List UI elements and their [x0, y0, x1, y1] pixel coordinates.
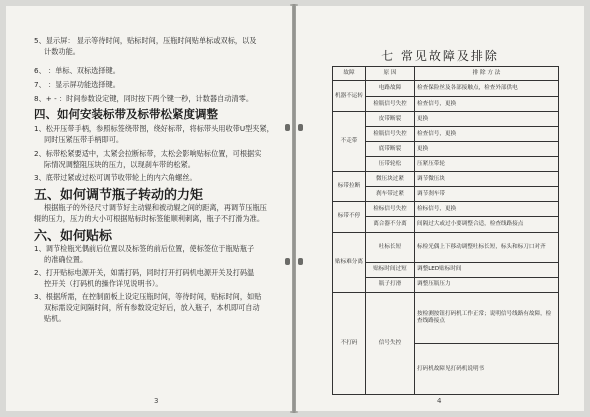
solution-cell: 检查保险丝及各部接触点，检查外部供电: [415, 80, 559, 96]
binding-hole: [285, 124, 290, 131]
solution-cell: 调节微压块: [415, 172, 559, 187]
fault-cell: 机器不运转: [333, 80, 366, 111]
solution-cell: 检查信号，更换: [415, 127, 559, 142]
text-line: 双标需设定间隔时间，所有参数设定好后，放入瓶子，本机即可自动: [44, 303, 260, 312]
solution-cell: 压紧压带轮: [415, 157, 559, 172]
cause-cell: 检瓶信号失控: [366, 127, 415, 142]
solution-cell: 检标信号，更换: [415, 202, 559, 217]
fault-cell: 贴标难分离: [333, 232, 366, 292]
right-page: [296, 6, 584, 411]
solution-cell: 间隔过大或过小要调整合适，检查线路接点: [415, 217, 559, 232]
page-number: 4: [437, 397, 442, 405]
fault-cell: 标带不停: [333, 202, 366, 232]
section-heading: 五、如何调节瓶子转动的力矩: [34, 188, 204, 203]
table-row: [333, 262, 559, 277]
cause-cell: 贴标时间过短: [366, 262, 415, 277]
section-heading: 四、如何安装标带及标带松紧度调整: [34, 107, 218, 121]
cause-cell: 瓶子打滑: [366, 277, 415, 292]
cause-cell: 离合器不分离: [366, 217, 415, 232]
solution-cell: 更换: [415, 112, 559, 127]
table-row: [333, 277, 559, 292]
table-row: [333, 292, 559, 344]
cause-cell: 刹车带过紧: [366, 187, 415, 202]
text-line: 1、调节检瓶光偶前后位置以及标签的前后位置，使标签位于瓶贴瓶子: [34, 244, 255, 253]
fault-cell: 标带拉断: [333, 172, 366, 202]
solution-cell: 打码机故障见打码机说明书: [415, 344, 559, 395]
table-row: [333, 157, 559, 172]
table-row: [333, 127, 559, 142]
binding-hole: [285, 258, 290, 265]
text-line: 3、底带过紧或过松可调节收带轮上的内六角螺丝。: [34, 173, 197, 182]
column-header: 原 因: [366, 67, 415, 81]
fault-cell: 不走带: [333, 112, 366, 172]
text-line: 际情况调整阻压块的压力，以现刹车带的松紧。: [44, 160, 195, 169]
cause-cell: 检标信号失控: [366, 202, 415, 217]
text-line: 辊的压力，压力的大小可根据贴标时标签能顺利刺离，瓶子不打滑为准。: [34, 214, 265, 223]
text-line: 2、打开贴标电源开关，如需打码，同时打开打码机电源开关及打码温: [34, 268, 255, 277]
left-page: [6, 6, 292, 411]
table-row: [333, 112, 559, 127]
table-row: [333, 187, 559, 202]
cause-cell: 皮带断裂: [366, 112, 415, 127]
fault-cell: 不打码: [333, 292, 366, 394]
cause-cell: 信号失控: [366, 292, 415, 394]
text-line: 的准确位置。: [44, 255, 88, 264]
troubleshooting-table: [332, 66, 559, 395]
table-row: [333, 217, 559, 232]
table-row: [333, 202, 559, 217]
text-line: 控开关（打码机的操作详见说明书）。: [44, 279, 163, 288]
text-line: 1、松开压带手柄，参照标签绕带图，绕好标带，将标带头用收带U型夹紧，: [34, 124, 274, 133]
text-line: 5、显示屏： 显示等待时间，贴标时间，压瓶时间贴单标或双标，以及: [34, 36, 257, 45]
solution-cell: 检查信号，更换: [415, 97, 559, 112]
text-line: 8、+ - ：时间参数设定键，同时按下两个键一秒，计数器自动清零。: [34, 94, 254, 103]
page-title: 七 常见故障及排除: [381, 49, 499, 63]
solution-cell: 调整LED贴标时间: [415, 262, 559, 277]
cause-cell: 电路故障: [366, 80, 415, 96]
page-number: 3: [154, 397, 159, 405]
table-row: [333, 232, 559, 262]
column-header: 排 除 方 法: [415, 67, 559, 81]
text-line: 6、 ：单标、双标选择键。: [34, 66, 120, 75]
text-line: 计数功能。: [44, 47, 80, 56]
section-heading: 六、如何贴标: [34, 229, 113, 244]
text-line: 贴机。: [44, 314, 66, 323]
table-header-row: [333, 67, 559, 81]
text-line: 同时压紧压带手柄即可。: [44, 135, 124, 144]
table-row: [333, 172, 559, 187]
solution-cell: 调整压瓶压力: [415, 277, 559, 292]
solution-cell: 按检测按钮打码机工作正常；说明信号线路有故障，检查线路接点: [415, 292, 559, 344]
binding-hole: [298, 124, 303, 131]
table-row: [333, 142, 559, 157]
text-line: 2、标带松紧要适中，太紧会拉断标带，太松会影响贴标位置，可根据实: [34, 149, 262, 158]
solution-cell: 标检光偶上下移动调整吐标长短，标头和标刀口对齐: [415, 232, 559, 262]
cause-cell: 底带断裂: [366, 142, 415, 157]
text-line: 根据瓶子的外径尺寸调节好主动辊和被动辊之间的距离，再调节压瓶压: [44, 203, 267, 212]
cause-cell: 检瓶信号失控: [366, 97, 415, 112]
column-header: 故障: [333, 67, 366, 81]
text-line: 7、 ：显示屏功能选择键。: [34, 80, 120, 89]
text-line: 3、根据所需，在控制面板上设定压瓶时间，等待时间，贴标时间，如贴: [34, 292, 262, 301]
solution-cell: 更换: [415, 142, 559, 157]
solution-cell: 调节刹车带: [415, 187, 559, 202]
binding-hole: [298, 258, 303, 265]
cause-cell: 压带轮松: [366, 157, 415, 172]
table-row: [333, 80, 559, 96]
cause-cell: 微压块过紧: [366, 172, 415, 187]
table-row: [333, 97, 559, 112]
cause-cell: 吐标长短: [366, 232, 415, 262]
